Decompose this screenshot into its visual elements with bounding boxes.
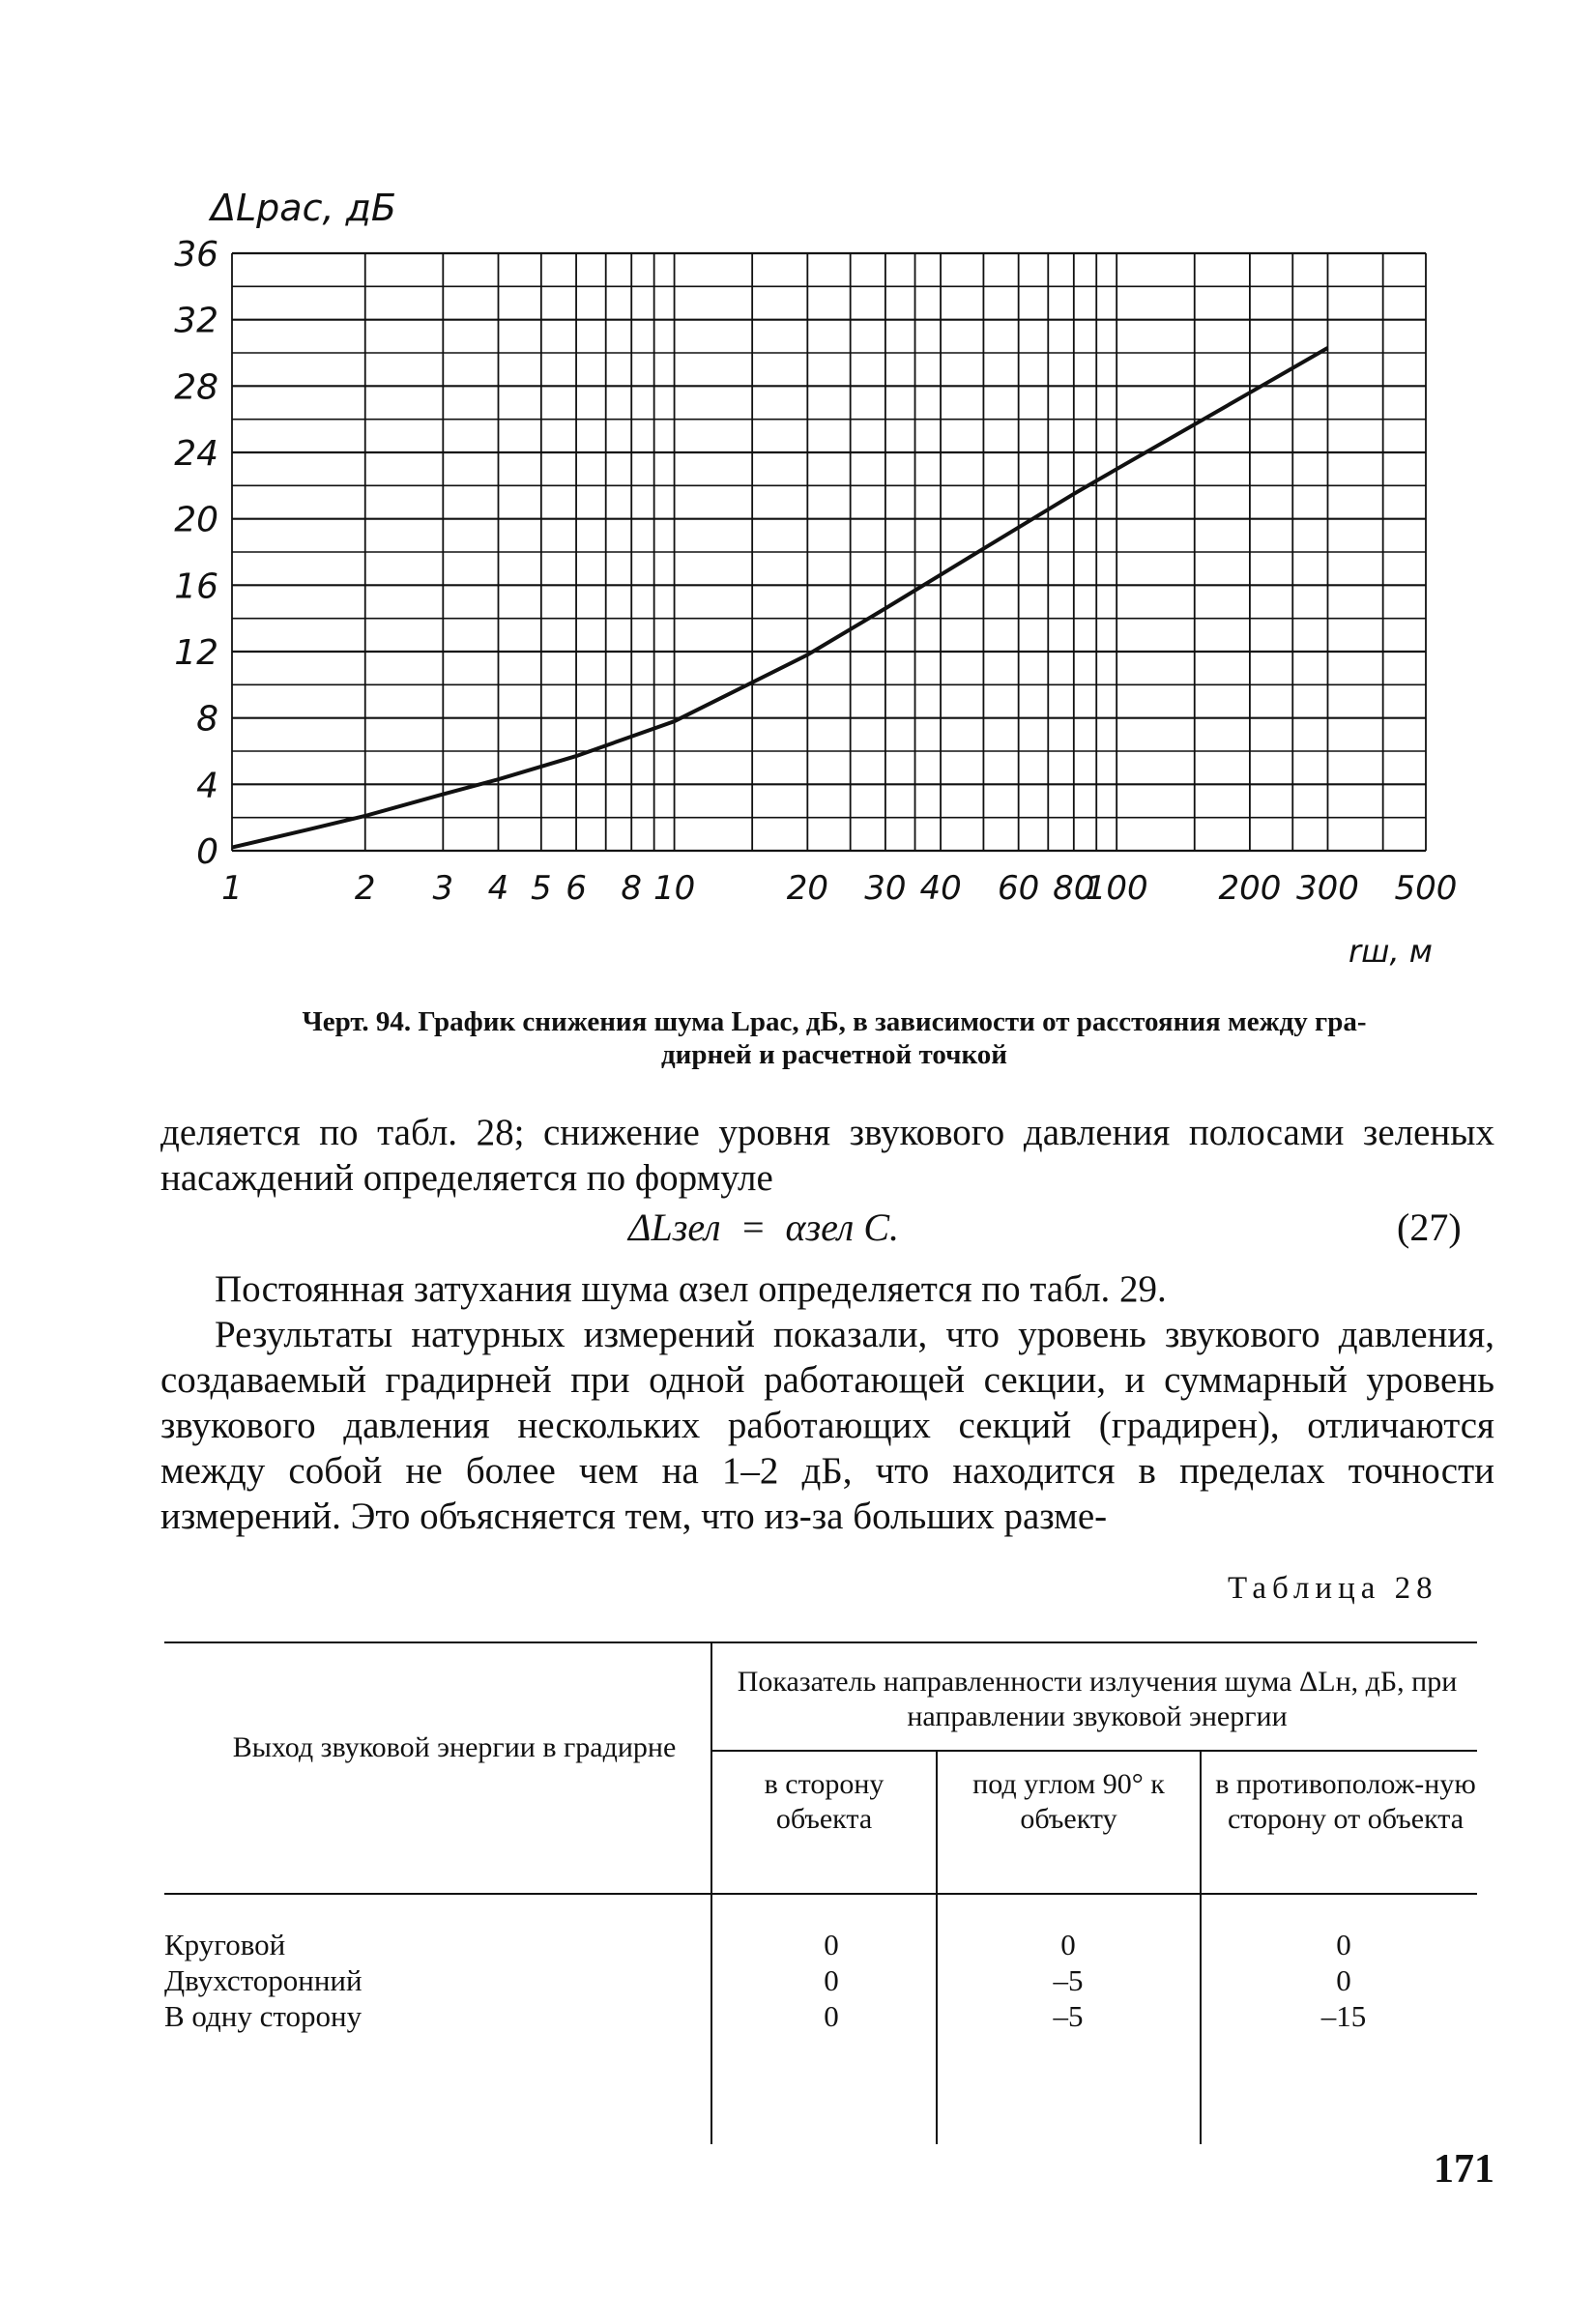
x-tick-label: 6 <box>566 869 587 908</box>
y-tick-label: 4 <box>196 766 218 806</box>
figure-caption <box>172 1005 1496 1071</box>
x-tick-label: 40 <box>919 869 962 908</box>
x-tick-labels <box>221 869 1457 908</box>
noise-reduction-chart <box>0 0 1595 986</box>
paragraph-2: Постоянная затухания шума αзел определяется по табл. 29. <box>215 1268 1167 1310</box>
paragraph-3: Результаты натурных измерений показали, что уровень звукового давления, создаваемый градирней при одной работающей секции, и суммарный уровень звукового давления нескольких работающих секций (градирен), отличаются между собой не более чем на 1–2 дБ, что находится в пределах точности измерений. Это объясняется тем, что из-за больших разме- <box>160 1314 1494 1537</box>
table-subheader-opposite: в противополож-ную сторону от объекта <box>1215 1768 1476 1835</box>
formula-rhs: αзел C. <box>785 1206 900 1249</box>
x-tick-label: 20 <box>786 869 828 908</box>
table-cell: 0 <box>1060 1928 1076 1961</box>
formula-27 <box>0 1205 1595 1263</box>
y-tick-label: 20 <box>174 500 218 540</box>
x-tick-label: 30 <box>864 869 907 908</box>
y-tick-label: 28 <box>174 367 218 408</box>
table-row-label: Двухсторонний <box>164 1963 362 1997</box>
table-title: Таблица 28 <box>1228 1571 1438 1606</box>
x-tick-label: 500 <box>1394 869 1458 908</box>
formula-lhs: ΔLзел <box>628 1206 721 1249</box>
chart-grid <box>232 253 1426 851</box>
table-cell: –5 <box>1053 1999 1084 2033</box>
x-tick-label: 60 <box>998 869 1040 908</box>
x-tick-label: 100 <box>1085 869 1148 908</box>
x-tick-label: 5 <box>531 869 552 908</box>
table-cell: 0 <box>824 1928 839 1961</box>
table-cell: 0 <box>1336 1963 1351 1997</box>
x-tick-label: 1 <box>221 869 243 908</box>
x-tick-label: 80 <box>1053 869 1095 908</box>
y-tick-label: 8 <box>196 699 218 740</box>
x-tick-label: 8 <box>621 869 643 908</box>
table-vrule-3 <box>1200 1751 1202 2144</box>
y-tick-label: 16 <box>174 566 218 607</box>
y-tick-label: 36 <box>174 235 218 275</box>
table-subheader-90deg: под углом 90° к объекту <box>972 1768 1165 1835</box>
chart-series-line <box>232 348 1328 848</box>
table-header-exit: Выход звуковой энергии в градирне <box>232 1731 677 1763</box>
table-cell: 0 <box>1336 1928 1351 1961</box>
formula-expression <box>628 1205 899 1250</box>
table-subheader-toward: в сторону объекта <box>764 1768 884 1835</box>
x-tick-label: 2 <box>354 869 376 908</box>
table-vrule-2 <box>936 1751 938 2144</box>
table-header-group: Показатель направленности излучения шума ΔLн, дБ, при направлении звуковой энергии <box>737 1666 1458 1732</box>
caption-line-2: дирней и расчетной точкой <box>660 1039 1008 1070</box>
table-cell: –15 <box>1320 1999 1367 2033</box>
table-cell: –5 <box>1053 1963 1084 1997</box>
y-axis-label: ΔLрас, дБ <box>211 187 396 229</box>
caption-line-1: Черт. 94. График снижения шума Lрас, дБ, в зависимости от расстояния между гра- <box>302 1006 1367 1037</box>
y-tick-label: 0 <box>196 832 218 872</box>
table-row-label: Круговой <box>164 1928 286 1961</box>
y-tick-label: 12 <box>174 633 218 673</box>
x-tick-label: 300 <box>1296 869 1359 908</box>
y-tick-label: 32 <box>174 301 218 341</box>
table-vrule-1 <box>710 1641 712 2144</box>
formula-number: (27) <box>1397 1206 1462 1249</box>
x-tick-label: 10 <box>652 869 696 908</box>
x-tick-label: 3 <box>432 869 454 908</box>
x-axis-label: rш, м <box>1348 933 1433 970</box>
x-tick-label: 200 <box>1218 869 1282 908</box>
formula-eq: = <box>740 1206 767 1249</box>
y-tick-labels <box>174 235 218 872</box>
table-subheader-rule <box>712 1750 1477 1752</box>
table-header-bottom-rule <box>164 1893 1477 1895</box>
x-tick-label: 4 <box>487 869 509 908</box>
table-cell: 0 <box>824 1963 839 1997</box>
page-number: 171 <box>1434 2147 1494 2192</box>
table-row-label: В одну сторону <box>164 1999 362 2033</box>
paragraph-1: деляется по табл. 28; снижение уровня звукового давления полосами зеленых насаждений определяется по формуле <box>160 1112 1494 1199</box>
y-tick-label: 24 <box>174 434 218 474</box>
table-cell: 0 <box>824 1999 839 2033</box>
table-top-rule <box>164 1641 1477 1643</box>
